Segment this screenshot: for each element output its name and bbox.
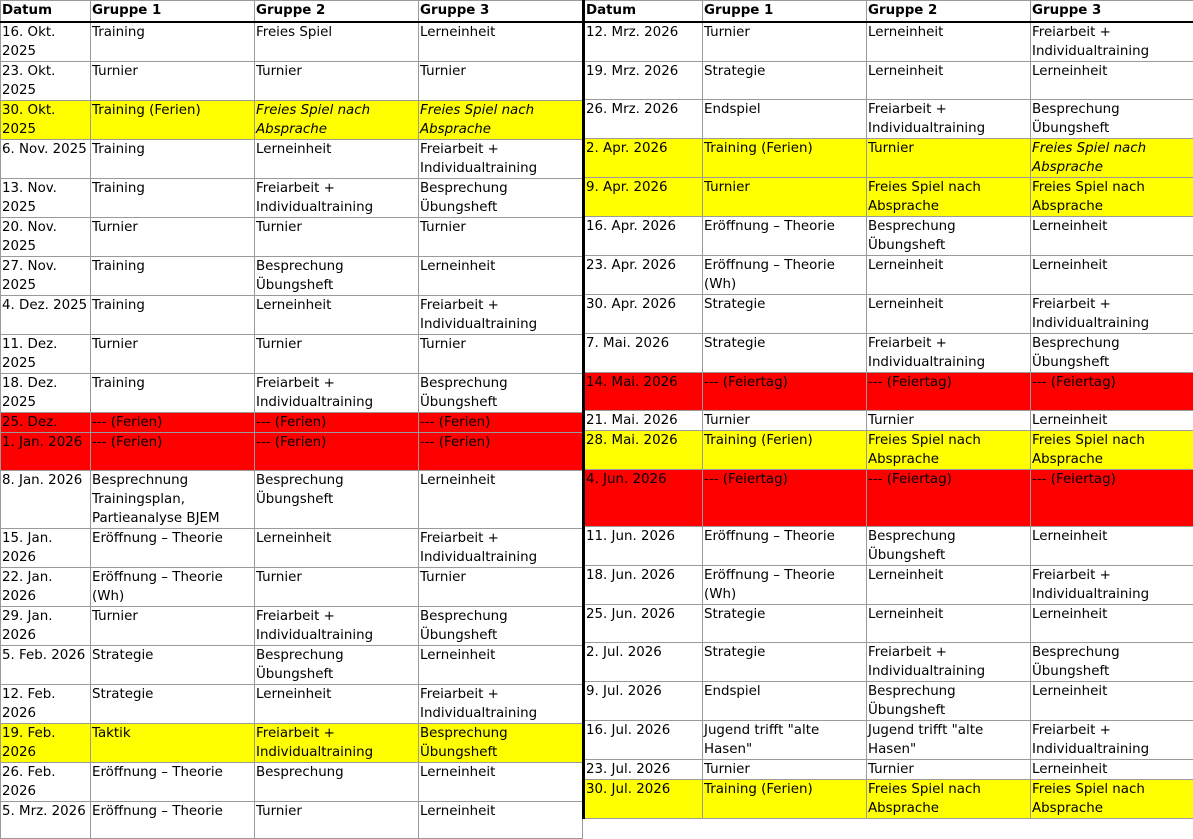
cell-gruppe-2[interactable]: --- (Ferien) [255, 433, 419, 471]
cell-datum[interactable]: 2. Jul. 2026 [584, 643, 703, 682]
cell-gruppe-3[interactable]: Turnier [419, 335, 583, 374]
cell-gruppe-1[interactable]: Besprechnung Trainingsplan, Partieanalyse BJEM [91, 471, 255, 529]
table-row [1, 296, 583, 335]
cell-datum[interactable]: 11. Jun. 2026 [584, 527, 703, 566]
table-row [1, 335, 583, 374]
cell-gruppe-2[interactable]: Besprechung Übungsheft [255, 646, 419, 685]
table-row [584, 643, 1193, 682]
cell-gruppe-2[interactable]: Freiarbeit + Individualtraining [255, 374, 419, 413]
cell-datum[interactable]: 23. Apr. 2026 [584, 256, 703, 295]
cell-datum[interactable]: 18. Jun. 2026 [584, 566, 703, 605]
header-row [1, 1, 583, 23]
cell-gruppe-2[interactable]: Turnier [255, 218, 419, 257]
table-row [1, 568, 583, 607]
cell-gruppe-3[interactable]: Freiarbeit + Individualtraining [419, 296, 583, 335]
cell-gruppe-2[interactable]: --- (Ferien) [255, 413, 419, 433]
cell-gruppe-1[interactable]: Training [91, 296, 255, 335]
cell-gruppe-2[interactable]: Turnier [867, 760, 1031, 780]
cell-gruppe-3[interactable]: --- (Feiertag) [1031, 373, 1193, 411]
cell-datum[interactable]: 23. Jul. 2026 [584, 760, 703, 780]
cell-gruppe-3[interactable]: Freies Spiel nach Absprache [1031, 780, 1193, 819]
cell-gruppe-2[interactable]: Lerneinheit [255, 140, 419, 179]
table-row [584, 100, 1193, 139]
cell-datum[interactable]: 9. Apr. 2026 [584, 178, 703, 217]
cell-gruppe-1[interactable]: Eröffnung – Theorie [703, 217, 867, 256]
cell-gruppe-3[interactable]: Lerneinheit [419, 646, 583, 685]
cell-gruppe-1[interactable]: --- (Ferien) [91, 433, 255, 471]
cell-datum[interactable]: 16. Jul. 2026 [584, 721, 703, 760]
cell-gruppe-1[interactable]: Training [91, 179, 255, 218]
table-row [1, 471, 583, 529]
cell-gruppe-2[interactable]: Lerneinheit [255, 529, 419, 568]
cell-gruppe-2[interactable]: --- (Feiertag) [867, 470, 1031, 527]
cell-gruppe-1[interactable]: Training (Ferien) [703, 780, 867, 819]
header-gruppe-3[interactable]: Gruppe 3 [419, 1, 583, 23]
cell-gruppe-3[interactable]: Lerneinheit [1031, 256, 1193, 295]
cell-datum[interactable]: 28. Mai. 2026 [584, 431, 703, 470]
table-row [1, 257, 583, 296]
cell-datum[interactable]: 8. Jan. 2026 [1, 471, 91, 529]
table-row [584, 334, 1193, 373]
header-gruppe-2[interactable]: Gruppe 2 [867, 1, 1031, 23]
cell-gruppe-3[interactable]: Besprechung Übungsheft [419, 179, 583, 218]
cell-gruppe-3[interactable]: Lerneinheit [1031, 217, 1193, 256]
cell-gruppe-2[interactable]: Besprechung [255, 763, 419, 802]
cell-gruppe-1[interactable]: Training (Ferien) [703, 139, 867, 178]
cell-gruppe-2[interactable]: Freiarbeit + Individualtraining [255, 179, 419, 218]
cell-gruppe-3[interactable]: Besprechung Übungsheft [419, 607, 583, 646]
cell-gruppe-2[interactable]: Turnier [255, 568, 419, 607]
cell-gruppe-3[interactable]: Lerneinheit [419, 471, 583, 529]
cell-gruppe-3[interactable]: Lerneinheit [1031, 411, 1193, 431]
table-row [584, 256, 1193, 295]
cell-gruppe-1[interactable]: Endspiel [703, 100, 867, 139]
table-row [1, 62, 583, 101]
cell-gruppe-1[interactable]: Eröffnung – Theorie [91, 763, 255, 802]
cell-datum[interactable]: 6. Nov. 2025 [1, 140, 91, 179]
cell-datum[interactable]: 7. Mai. 2026 [584, 334, 703, 373]
table-row [584, 139, 1193, 178]
cell-datum[interactable]: 29. Jan. 2026 [1, 607, 91, 646]
cell-datum[interactable]: 23. Okt. 2025 [1, 62, 91, 101]
table-row [1, 685, 583, 724]
cell-gruppe-2[interactable]: Turnier [867, 139, 1031, 178]
table-row [1, 374, 583, 413]
cell-gruppe-3[interactable]: Freiarbeit + Individualtraining [419, 685, 583, 724]
cell-gruppe-3[interactable]: Besprechung Übungsheft [419, 724, 583, 763]
cell-gruppe-1[interactable]: --- (Feiertag) [703, 373, 867, 411]
cell-gruppe-1[interactable]: --- (Feiertag) [703, 470, 867, 527]
table-row [584, 780, 1193, 819]
schedule-table-left [0, 0, 583, 839]
cell-datum[interactable]: 19. Mrz. 2026 [584, 62, 703, 100]
cell-gruppe-1[interactable]: Endspiel [703, 682, 867, 721]
cell-datum[interactable]: 30. Apr. 2026 [584, 295, 703, 334]
cell-datum[interactable]: 20. Nov. 2025 [1, 218, 91, 257]
cell-gruppe-1[interactable]: Training [91, 22, 255, 62]
cell-gruppe-3[interactable]: Turnier [419, 568, 583, 607]
cell-gruppe-2[interactable]: Freies Spiel nach Absprache [867, 178, 1031, 217]
cell-datum[interactable]: 12. Mrz. 2026 [584, 22, 703, 62]
cell-gruppe-3[interactable]: Turnier [419, 218, 583, 257]
table-row [584, 760, 1193, 780]
table-row [1, 218, 583, 257]
cell-datum[interactable]: 26. Mrz. 2026 [584, 100, 703, 139]
cell-gruppe-1[interactable]: Turnier [91, 607, 255, 646]
cell-datum[interactable]: 16. Okt. 2025 [1, 22, 91, 62]
schedule-body-left [1, 22, 583, 839]
header-datum[interactable]: Datum [584, 1, 703, 23]
cell-gruppe-2[interactable]: Besprechung Übungsheft [255, 471, 419, 529]
cell-gruppe-2[interactable]: Freiarbeit + Individualtraining [867, 334, 1031, 373]
cell-gruppe-2[interactable]: Freies Spiel [255, 22, 419, 62]
cell-gruppe-2[interactable]: Lerneinheit [867, 256, 1031, 295]
cell-datum[interactable]: 11. Dez. 2025 [1, 335, 91, 374]
cell-gruppe-3[interactable]: Lerneinheit [419, 257, 583, 296]
header-row [584, 1, 1193, 23]
table-row [584, 217, 1193, 256]
cell-gruppe-1[interactable]: Training [91, 374, 255, 413]
cell-gruppe-2[interactable]: Turnier [255, 802, 419, 839]
cell-gruppe-2[interactable]: Lerneinheit [867, 295, 1031, 334]
cell-gruppe-2[interactable]: Freiarbeit + Individualtraining [255, 724, 419, 763]
cell-gruppe-2[interactable]: Freies Spiel nach Absprache [867, 780, 1031, 819]
cell-gruppe-3[interactable]: Freies Spiel nach Absprache [419, 101, 583, 140]
header-gruppe-2[interactable]: Gruppe 2 [255, 1, 419, 23]
table-row [584, 721, 1193, 760]
cell-datum[interactable]: 16. Apr. 2026 [584, 217, 703, 256]
cell-datum[interactable]: 5. Feb. 2026 [1, 646, 91, 685]
cell-gruppe-2[interactable]: Turnier [255, 62, 419, 101]
table-row [1, 529, 583, 568]
cell-gruppe-1[interactable]: Eröffnung – Theorie (Wh) [703, 256, 867, 295]
cell-gruppe-1[interactable]: Strategie [703, 605, 867, 643]
cell-gruppe-3[interactable]: Freiarbeit + Individualtraining [1031, 295, 1193, 334]
cell-gruppe-1[interactable]: Strategie [91, 685, 255, 724]
cell-gruppe-1[interactable]: Strategie [91, 646, 255, 685]
cell-gruppe-1[interactable]: Eröffnung – Theorie (Wh) [703, 566, 867, 605]
cell-gruppe-2[interactable]: Besprechung Übungsheft [255, 257, 419, 296]
cell-gruppe-1[interactable]: Eröffnung – Theorie (Wh) [91, 568, 255, 607]
cell-gruppe-1[interactable]: Training (Ferien) [91, 101, 255, 140]
table-row [1, 724, 583, 763]
cell-gruppe-2[interactable]: Besprechung Übungsheft [867, 217, 1031, 256]
cell-datum[interactable]: 30. Jul. 2026 [584, 780, 703, 819]
cell-gruppe-3[interactable]: Lerneinheit [1031, 62, 1193, 100]
cell-gruppe-2[interactable]: Turnier [867, 411, 1031, 431]
cell-gruppe-2[interactable]: Lerneinheit [867, 62, 1031, 100]
table-row [584, 411, 1193, 431]
cell-gruppe-1[interactable]: Strategie [703, 295, 867, 334]
header-gruppe-1[interactable]: Gruppe 1 [703, 1, 867, 23]
cell-datum[interactable]: 12. Feb. 2026 [1, 685, 91, 724]
table-row [1, 140, 583, 179]
cell-gruppe-2[interactable]: Besprechung Übungsheft [867, 682, 1031, 721]
cell-gruppe-3[interactable]: Freies Spiel nach Absprache [1031, 139, 1193, 178]
cell-gruppe-2[interactable]: Lerneinheit [255, 685, 419, 724]
cell-datum[interactable]: 4. Jun. 2026 [584, 470, 703, 527]
cell-datum[interactable]: 2. Apr. 2026 [584, 139, 703, 178]
cell-gruppe-2[interactable]: Lerneinheit [867, 22, 1031, 62]
cell-datum[interactable]: 30. Okt. 2025 [1, 101, 91, 140]
cell-gruppe-3[interactable]: Freies Spiel nach Absprache [1031, 431, 1193, 470]
header-datum[interactable]: Datum [1, 1, 91, 23]
cell-datum[interactable]: 27. Nov. 2025 [1, 257, 91, 296]
cell-gruppe-1[interactable]: Turnier [703, 760, 867, 780]
cell-gruppe-3[interactable]: Lerneinheit [1031, 760, 1193, 780]
cell-gruppe-2[interactable]: Turnier [255, 335, 419, 374]
cell-gruppe-1[interactable]: Turnier [703, 411, 867, 431]
table-row [584, 22, 1193, 62]
cell-gruppe-1[interactable]: Strategie [703, 334, 867, 373]
table-row [584, 605, 1193, 643]
cell-datum[interactable]: 13. Nov. 2025 [1, 179, 91, 218]
cell-gruppe-1[interactable]: Turnier [703, 178, 867, 217]
cell-gruppe-2[interactable]: Lerneinheit [255, 296, 419, 335]
table-row [1, 101, 583, 140]
cell-gruppe-3[interactable]: Besprechung Übungsheft [419, 374, 583, 413]
cell-gruppe-1[interactable]: Turnier [91, 62, 255, 101]
cell-datum[interactable]: 4. Dez. 2025 [1, 296, 91, 335]
cell-gruppe-1[interactable]: Training (Ferien) [703, 431, 867, 470]
cell-datum[interactable]: 25. Jun. 2026 [584, 605, 703, 643]
cell-gruppe-2[interactable]: Lerneinheit [867, 605, 1031, 643]
cell-gruppe-3[interactable]: --- (Ferien) [419, 413, 583, 433]
table-row [1, 413, 583, 433]
cell-gruppe-3[interactable]: Besprechung Übungsheft [1031, 100, 1193, 139]
table-row [584, 431, 1193, 470]
cell-datum[interactable]: 5. Mrz. 2026 [1, 802, 91, 839]
table-row [584, 527, 1193, 566]
cell-gruppe-3[interactable]: Lerneinheit [419, 22, 583, 62]
cell-gruppe-2[interactable]: Lerneinheit [867, 566, 1031, 605]
table-row [1, 802, 583, 839]
cell-gruppe-1[interactable]: Jugend trifft "alte Hasen" [703, 721, 867, 760]
header-gruppe-1[interactable]: Gruppe 1 [91, 1, 255, 23]
cell-gruppe-3[interactable]: Freiarbeit + Individualtraining [1031, 721, 1193, 760]
cell-gruppe-1[interactable]: Eröffnung – Theorie [703, 527, 867, 566]
cell-datum[interactable]: 14. Mai. 2026 [584, 373, 703, 411]
cell-gruppe-2[interactable]: Freiarbeit + Individualtraining [867, 643, 1031, 682]
cell-gruppe-3[interactable]: Lerneinheit [419, 763, 583, 802]
cell-datum[interactable]: 18. Dez. 2025 [1, 374, 91, 413]
cell-gruppe-1[interactable]: Strategie [703, 643, 867, 682]
schedule-body-right [584, 22, 1193, 819]
cell-gruppe-1[interactable]: Training [91, 140, 255, 179]
cell-gruppe-2[interactable]: Freiarbeit + Individualtraining [255, 607, 419, 646]
cell-gruppe-3[interactable]: Lerneinheit [1031, 527, 1193, 566]
cell-gruppe-1[interactable]: Training [91, 257, 255, 296]
cell-datum[interactable]: 22. Jan. 2026 [1, 568, 91, 607]
schedule-table-right [582, 0, 1193, 819]
cell-gruppe-3[interactable]: Freies Spiel nach Absprache [1031, 178, 1193, 217]
cell-datum[interactable]: 19. Feb. 2026 [1, 724, 91, 763]
cell-datum[interactable]: 1. Jan. 2026 [1, 433, 91, 471]
table-row [1, 763, 583, 802]
table-row [1, 22, 583, 62]
cell-datum[interactable]: 9. Jul. 2026 [584, 682, 703, 721]
cell-gruppe-1[interactable]: Strategie [703, 62, 867, 100]
cell-gruppe-1[interactable]: Eröffnung – Theorie [91, 802, 255, 839]
cell-gruppe-3[interactable]: Lerneinheit [1031, 682, 1193, 721]
cell-gruppe-1[interactable]: --- (Ferien) [91, 413, 255, 433]
cell-gruppe-2[interactable]: Freies Spiel nach Absprache [867, 431, 1031, 470]
table-row [584, 682, 1193, 721]
cell-gruppe-3[interactable]: --- (Feiertag) [1031, 470, 1193, 527]
cell-gruppe-2[interactable]: Freies Spiel nach Absprache [255, 101, 419, 140]
cell-datum[interactable]: 25. Dez. [1, 413, 91, 433]
cell-gruppe-1[interactable]: Eröffnung – Theorie [91, 529, 255, 568]
cell-gruppe-3[interactable]: Freiarbeit + Individualtraining [1031, 566, 1193, 605]
cell-gruppe-3[interactable]: Besprechung Übungsheft [1031, 643, 1193, 682]
cell-gruppe-3[interactable]: Lerneinheit [1031, 605, 1193, 643]
cell-gruppe-3[interactable]: Lerneinheit [419, 802, 583, 839]
cell-datum[interactable]: 15. Jan. 2026 [1, 529, 91, 568]
cell-gruppe-1[interactable]: Turnier [91, 218, 255, 257]
cell-datum[interactable]: 21. Mai. 2026 [584, 411, 703, 431]
table-row [1, 607, 583, 646]
table-row [584, 295, 1193, 334]
table-row [584, 373, 1193, 411]
cell-gruppe-3[interactable]: --- (Ferien) [419, 433, 583, 471]
table-row [584, 566, 1193, 605]
cell-gruppe-1[interactable]: Turnier [703, 22, 867, 62]
cell-gruppe-2[interactable]: --- (Feiertag) [867, 373, 1031, 411]
table-row [1, 646, 583, 685]
cell-datum[interactable]: 26. Feb. 2026 [1, 763, 91, 802]
cell-gruppe-2[interactable]: Besprechung Übungsheft [867, 527, 1031, 566]
cell-gruppe-2[interactable]: Jugend trifft "alte Hasen" [867, 721, 1031, 760]
header-gruppe-3[interactable]: Gruppe 3 [1031, 1, 1193, 23]
cell-gruppe-3[interactable]: Freiarbeit + Individualtraining [419, 529, 583, 568]
cell-gruppe-1[interactable]: Turnier [91, 335, 255, 374]
cell-gruppe-2[interactable]: Freiarbeit + Individualtraining [867, 100, 1031, 139]
table-row [584, 62, 1193, 100]
cell-gruppe-1[interactable]: Taktik [91, 724, 255, 763]
table-row [584, 470, 1193, 527]
cell-gruppe-3[interactable]: Freiarbeit + Individualtraining [419, 140, 583, 179]
cell-gruppe-3[interactable]: Freiarbeit + Individualtraining [1031, 22, 1193, 62]
cell-gruppe-3[interactable]: Turnier [419, 62, 583, 101]
cell-gruppe-3[interactable]: Besprechung Übungsheft [1031, 334, 1193, 373]
table-row [584, 178, 1193, 217]
table-row [1, 179, 583, 218]
table-row [1, 433, 583, 471]
